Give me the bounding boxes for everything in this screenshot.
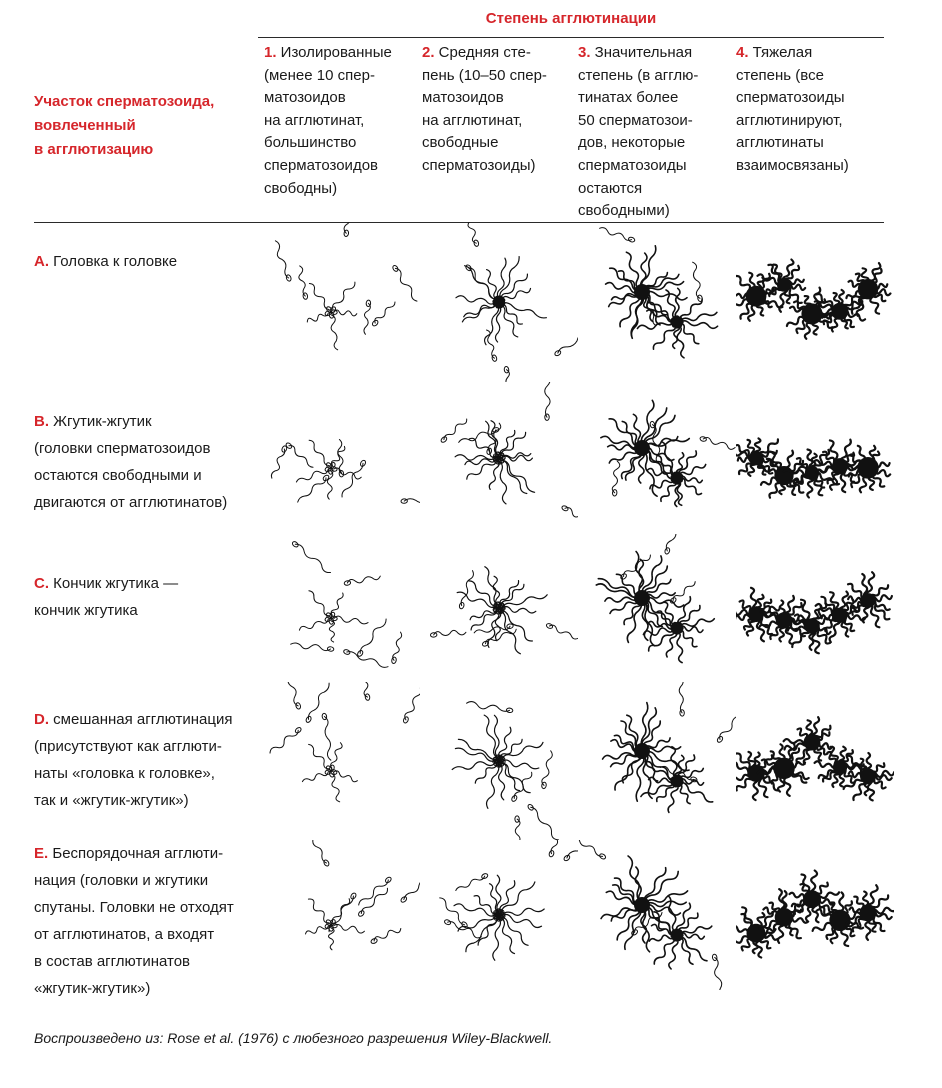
row-letter: C. (34, 575, 49, 592)
sperm-tail (488, 611, 499, 648)
sperm-tail (499, 764, 505, 800)
row-text: остаются свободными и (34, 467, 202, 484)
sperm-tail (542, 751, 552, 786)
sperm-tail (500, 461, 507, 504)
sperm-tail (612, 461, 620, 493)
degree-text: Изолированные (276, 44, 392, 61)
sperm-tail (485, 305, 499, 345)
degree-text: Значительная (590, 44, 693, 61)
degree-text: степень (все (736, 66, 824, 84)
agglutinate-core (833, 760, 847, 774)
sperm-tail (275, 241, 288, 278)
sperm-tail (364, 303, 370, 334)
degree-text: Средняя сте- (434, 44, 531, 61)
sperm-tail (494, 715, 499, 758)
sperm-tail (334, 468, 361, 479)
sperm-tail (461, 571, 473, 606)
row-label-a (34, 248, 270, 275)
sperm-tail (332, 774, 340, 802)
agglutinate-core (774, 466, 793, 485)
row-text: кончик жгутика (34, 602, 138, 619)
illustration-a4 (736, 222, 894, 382)
illustration-a1 (262, 222, 420, 382)
degree-text: матозоидов (264, 89, 346, 107)
sperm-tail (500, 305, 517, 337)
agglutinate-core (860, 768, 876, 784)
sperm-tail (680, 782, 713, 802)
left-heading-line: вовлеченный (34, 117, 136, 134)
sperm-tail (361, 888, 387, 913)
illustration-e4 (736, 840, 894, 990)
sperm-tail (331, 315, 338, 350)
row-text: (присутствуют как агглюти- (34, 738, 222, 755)
sperm-tail (309, 591, 329, 616)
sperm-tail (444, 419, 467, 440)
agglutinate-core (861, 593, 876, 608)
degree-text: свободными) (578, 202, 670, 220)
degree-text: агглютинаты (736, 134, 824, 152)
sperm-tail (501, 763, 520, 790)
illustration-c3 (578, 534, 736, 682)
sperm-tail (393, 632, 402, 660)
sperm-tail (375, 302, 395, 323)
row-label-b (34, 408, 270, 516)
agglutinate-core (775, 908, 794, 927)
degree-number: 1. (264, 44, 277, 61)
sperm-tail (475, 763, 497, 783)
sperm-tail (469, 438, 496, 457)
sperm-tail (677, 631, 683, 663)
sperm-tail (545, 382, 550, 417)
agglutinate-core (749, 451, 763, 465)
row-text: Кончик жгутика — (49, 575, 179, 592)
sperm-tail (395, 268, 417, 301)
sperm-tail (497, 258, 506, 299)
sperm-tail (487, 764, 499, 809)
sperm-tail (642, 246, 656, 289)
agglutinate-core (801, 303, 822, 324)
sperm-tail (434, 630, 466, 635)
sperm-tail (464, 303, 497, 317)
sperm-tail (624, 555, 651, 577)
degree-number: 4. (736, 44, 749, 61)
degree-text: свободные (422, 134, 499, 152)
degree-text: сперматозоидов (264, 156, 379, 174)
sperm-tail (466, 917, 497, 952)
sperm-tail (578, 840, 603, 856)
sperm-tail (680, 312, 717, 321)
sperm-tail (502, 742, 543, 759)
degree-text: степень (в агглю- (578, 66, 699, 84)
degree-text: взаимосвязаны) (736, 156, 849, 174)
sperm-tail (405, 688, 420, 720)
row-text: нация (головки и жгутики (34, 872, 209, 889)
sperm-tail (720, 709, 736, 740)
agglutinate-core (832, 458, 848, 474)
illustration-a2 (420, 222, 578, 382)
sperm-tail (645, 762, 674, 780)
left-column-heading (34, 90, 254, 162)
sperm-tail (298, 478, 326, 502)
sperm-tail (478, 918, 497, 946)
agglutinate-core (747, 764, 764, 781)
agglutinate-core (634, 590, 650, 606)
sperm-tail (359, 880, 389, 905)
sperm-tail (487, 270, 498, 300)
degree-text: свободны) (264, 179, 338, 197)
agglutinate-core (831, 303, 848, 320)
row-text: наты «головка к головке», (34, 765, 215, 782)
degree-column-2 (422, 42, 574, 178)
sperm-tail (567, 840, 578, 858)
sperm-tail (324, 717, 331, 761)
row-text: Беспорядочная агглюти- (48, 845, 224, 862)
sperm-tail (502, 289, 531, 301)
sperm-tail (558, 328, 578, 353)
sperm-tail (641, 782, 674, 796)
illustration-e1 (262, 840, 420, 990)
sperm-tail (404, 497, 420, 503)
agglutinate-core (803, 890, 821, 908)
agglutinate-core (804, 618, 820, 634)
agglutinate-core (634, 743, 650, 759)
sperm-tail (501, 610, 532, 641)
sperm-tail (458, 916, 496, 931)
agglutinate-core (804, 734, 821, 751)
sperm-tail (680, 321, 718, 329)
degree-column-1 (264, 42, 416, 200)
sperm-tail (309, 744, 330, 768)
illustration-b2 (420, 382, 578, 534)
sperm-tail (703, 437, 735, 449)
sperm-tail (673, 582, 695, 601)
degree-text: Тяжелая (748, 44, 813, 61)
sperm-tail (675, 288, 680, 319)
header-rule-top (258, 37, 884, 38)
illustration-e3 (578, 840, 736, 990)
degree-text: сперматозоиды) (422, 156, 536, 174)
sperm-tail (679, 324, 699, 344)
row-label-d (34, 706, 270, 814)
left-heading-line: Участок сперматозоида, (34, 93, 215, 110)
sperm-tail (680, 465, 706, 477)
illustration-d3 (578, 682, 736, 840)
sperm-tail (502, 453, 531, 458)
sperm-tail (289, 446, 313, 468)
sperm-tail (500, 881, 515, 913)
degree-text: пень (10–50 спер- (422, 66, 547, 84)
sperm-tail (500, 611, 520, 654)
row-letter: E. (34, 845, 49, 862)
sperm-tail (459, 430, 496, 443)
row-letter: A. (34, 253, 49, 270)
degree-text: остаются (578, 179, 643, 197)
sperm-tail (270, 730, 298, 753)
sperm-tail (309, 284, 329, 310)
sperm-tail (286, 682, 299, 706)
degree-text: тинатах более (578, 89, 679, 107)
agglutinate-core (748, 606, 764, 622)
row-text: от агглютинатов, а входят (34, 926, 215, 943)
agglutination-illustrations (262, 222, 894, 990)
illustration-a3 (578, 222, 736, 382)
sperm-tail (502, 908, 544, 915)
illustration-b3 (578, 382, 736, 534)
sperm-tail (679, 682, 683, 713)
sperm-tail (649, 935, 674, 941)
degree-column-4 (736, 42, 888, 178)
sperm-tail (470, 609, 496, 620)
sperm-tail (467, 702, 510, 712)
row-letter: D. (34, 711, 49, 728)
row-label-c (34, 570, 270, 624)
sperm-tail (333, 282, 355, 310)
row-letter: B. (34, 413, 49, 430)
sperm-tail (456, 876, 485, 890)
agglutinate-core (829, 910, 850, 931)
sperm-tail (299, 266, 305, 296)
sperm-tail (715, 957, 723, 990)
sperm-tail (531, 807, 559, 840)
illustration-c2 (420, 534, 578, 682)
sperm-tail (334, 616, 368, 624)
left-heading-line: в агглютизацию (34, 141, 154, 158)
illustration-c1 (262, 534, 420, 682)
sperm-tail (502, 607, 536, 613)
sperm-tail (309, 840, 327, 863)
agglutinate-core (832, 608, 847, 623)
agglutination-degree-title: Степень агглютинации (485, 10, 657, 27)
sperm-tail (440, 898, 465, 925)
sperm-tail (637, 323, 674, 330)
sperm-tail (693, 262, 701, 298)
sperm-tail (457, 592, 496, 607)
sperm-tail (603, 752, 640, 759)
source-caption: Воспроизведено из: Rose et al. (1976) с любезного разрешения Wiley-Blackwell. (34, 1030, 553, 1046)
degree-text: сперматозоиды (578, 156, 687, 174)
sperm-tail (551, 840, 563, 854)
sperm-tail (308, 899, 329, 923)
sperm-tail (645, 439, 689, 448)
row-text: смешанная агглютинация (49, 711, 233, 728)
degree-text: агглютинируют, (736, 111, 843, 129)
degree-text: большинство (264, 134, 357, 152)
row-text: Жгутик-жгутик (49, 413, 152, 430)
sperm-tail (295, 544, 330, 572)
agglutinate-core (858, 279, 879, 300)
sperm-tail (502, 303, 547, 318)
sperm-tail (600, 228, 632, 241)
sperm-tail (291, 643, 331, 651)
sperm-tail (680, 619, 714, 628)
sperm-tail (506, 370, 511, 382)
sperm-tail (635, 867, 641, 902)
row-label-e (34, 840, 270, 1002)
row-text: «жгутик-жгутик») (34, 980, 151, 997)
sperm-tail (334, 924, 364, 933)
illustration-b1 (262, 382, 420, 534)
sperm-tail (361, 682, 367, 697)
agglutinate-core (634, 897, 650, 913)
agglutinate-core (773, 758, 794, 779)
illustration-e2 (420, 840, 578, 990)
row-text: Головка к головке (49, 253, 178, 270)
degree-column-3 (578, 42, 730, 223)
agglutinate-core (671, 622, 683, 634)
sperm-tail (299, 619, 328, 630)
sperm-tail (331, 743, 342, 769)
agglutinate-core (777, 278, 791, 292)
sperm-tail (342, 463, 363, 497)
sperm-tail (404, 872, 420, 900)
degree-number: 3. (578, 44, 591, 61)
sperm-tail (469, 581, 497, 606)
agglutinate-core (634, 284, 650, 300)
illustration-d1 (262, 682, 420, 840)
sperm-tail (550, 625, 579, 639)
agglutinate-core (671, 929, 683, 941)
row-text: спутаны. Головки не отходят (34, 899, 234, 916)
degree-number: 2. (422, 44, 435, 61)
sperm-tail (302, 772, 328, 782)
degree-text: (менее 10 спер- (264, 66, 375, 84)
row-text: двигаются от агглютинатов) (34, 494, 228, 511)
degree-text: на агглютинат, (264, 111, 365, 129)
row-text: в состав агглютинатов (34, 953, 191, 970)
agglutinate-core (493, 296, 505, 308)
sperm-tail (309, 440, 329, 465)
sperm-tail (474, 896, 497, 914)
illustration-b4 (736, 382, 894, 534)
degree-text: матозоидов (422, 89, 504, 107)
sperm-tail (495, 611, 500, 641)
degree-text: 50 сперматозои- (578, 111, 693, 129)
row-text: (головки сперматозоидов (34, 440, 211, 457)
row-text: так и «жгутик-жгутик») (34, 792, 189, 809)
agglutinate-core (671, 472, 683, 484)
degree-text: дов, некоторые (578, 134, 686, 152)
agglutinate-core (671, 316, 683, 328)
sperm-tail (332, 899, 349, 923)
sperm-tail (374, 929, 401, 942)
illustration-d2 (420, 682, 578, 840)
degree-text: сперматозоиды (736, 89, 845, 107)
sperm-tail (347, 652, 388, 668)
agglutinate-core (857, 457, 879, 479)
sperm-tail (347, 576, 380, 583)
sperm-tail (271, 449, 284, 478)
illustration-c4 (736, 534, 894, 682)
illustration-d4 (736, 682, 894, 840)
degree-text: на агглютинат, (422, 111, 523, 129)
agglutinate-core (859, 904, 876, 921)
agglutinate-core (634, 440, 650, 456)
agglutinate-core (671, 775, 683, 787)
